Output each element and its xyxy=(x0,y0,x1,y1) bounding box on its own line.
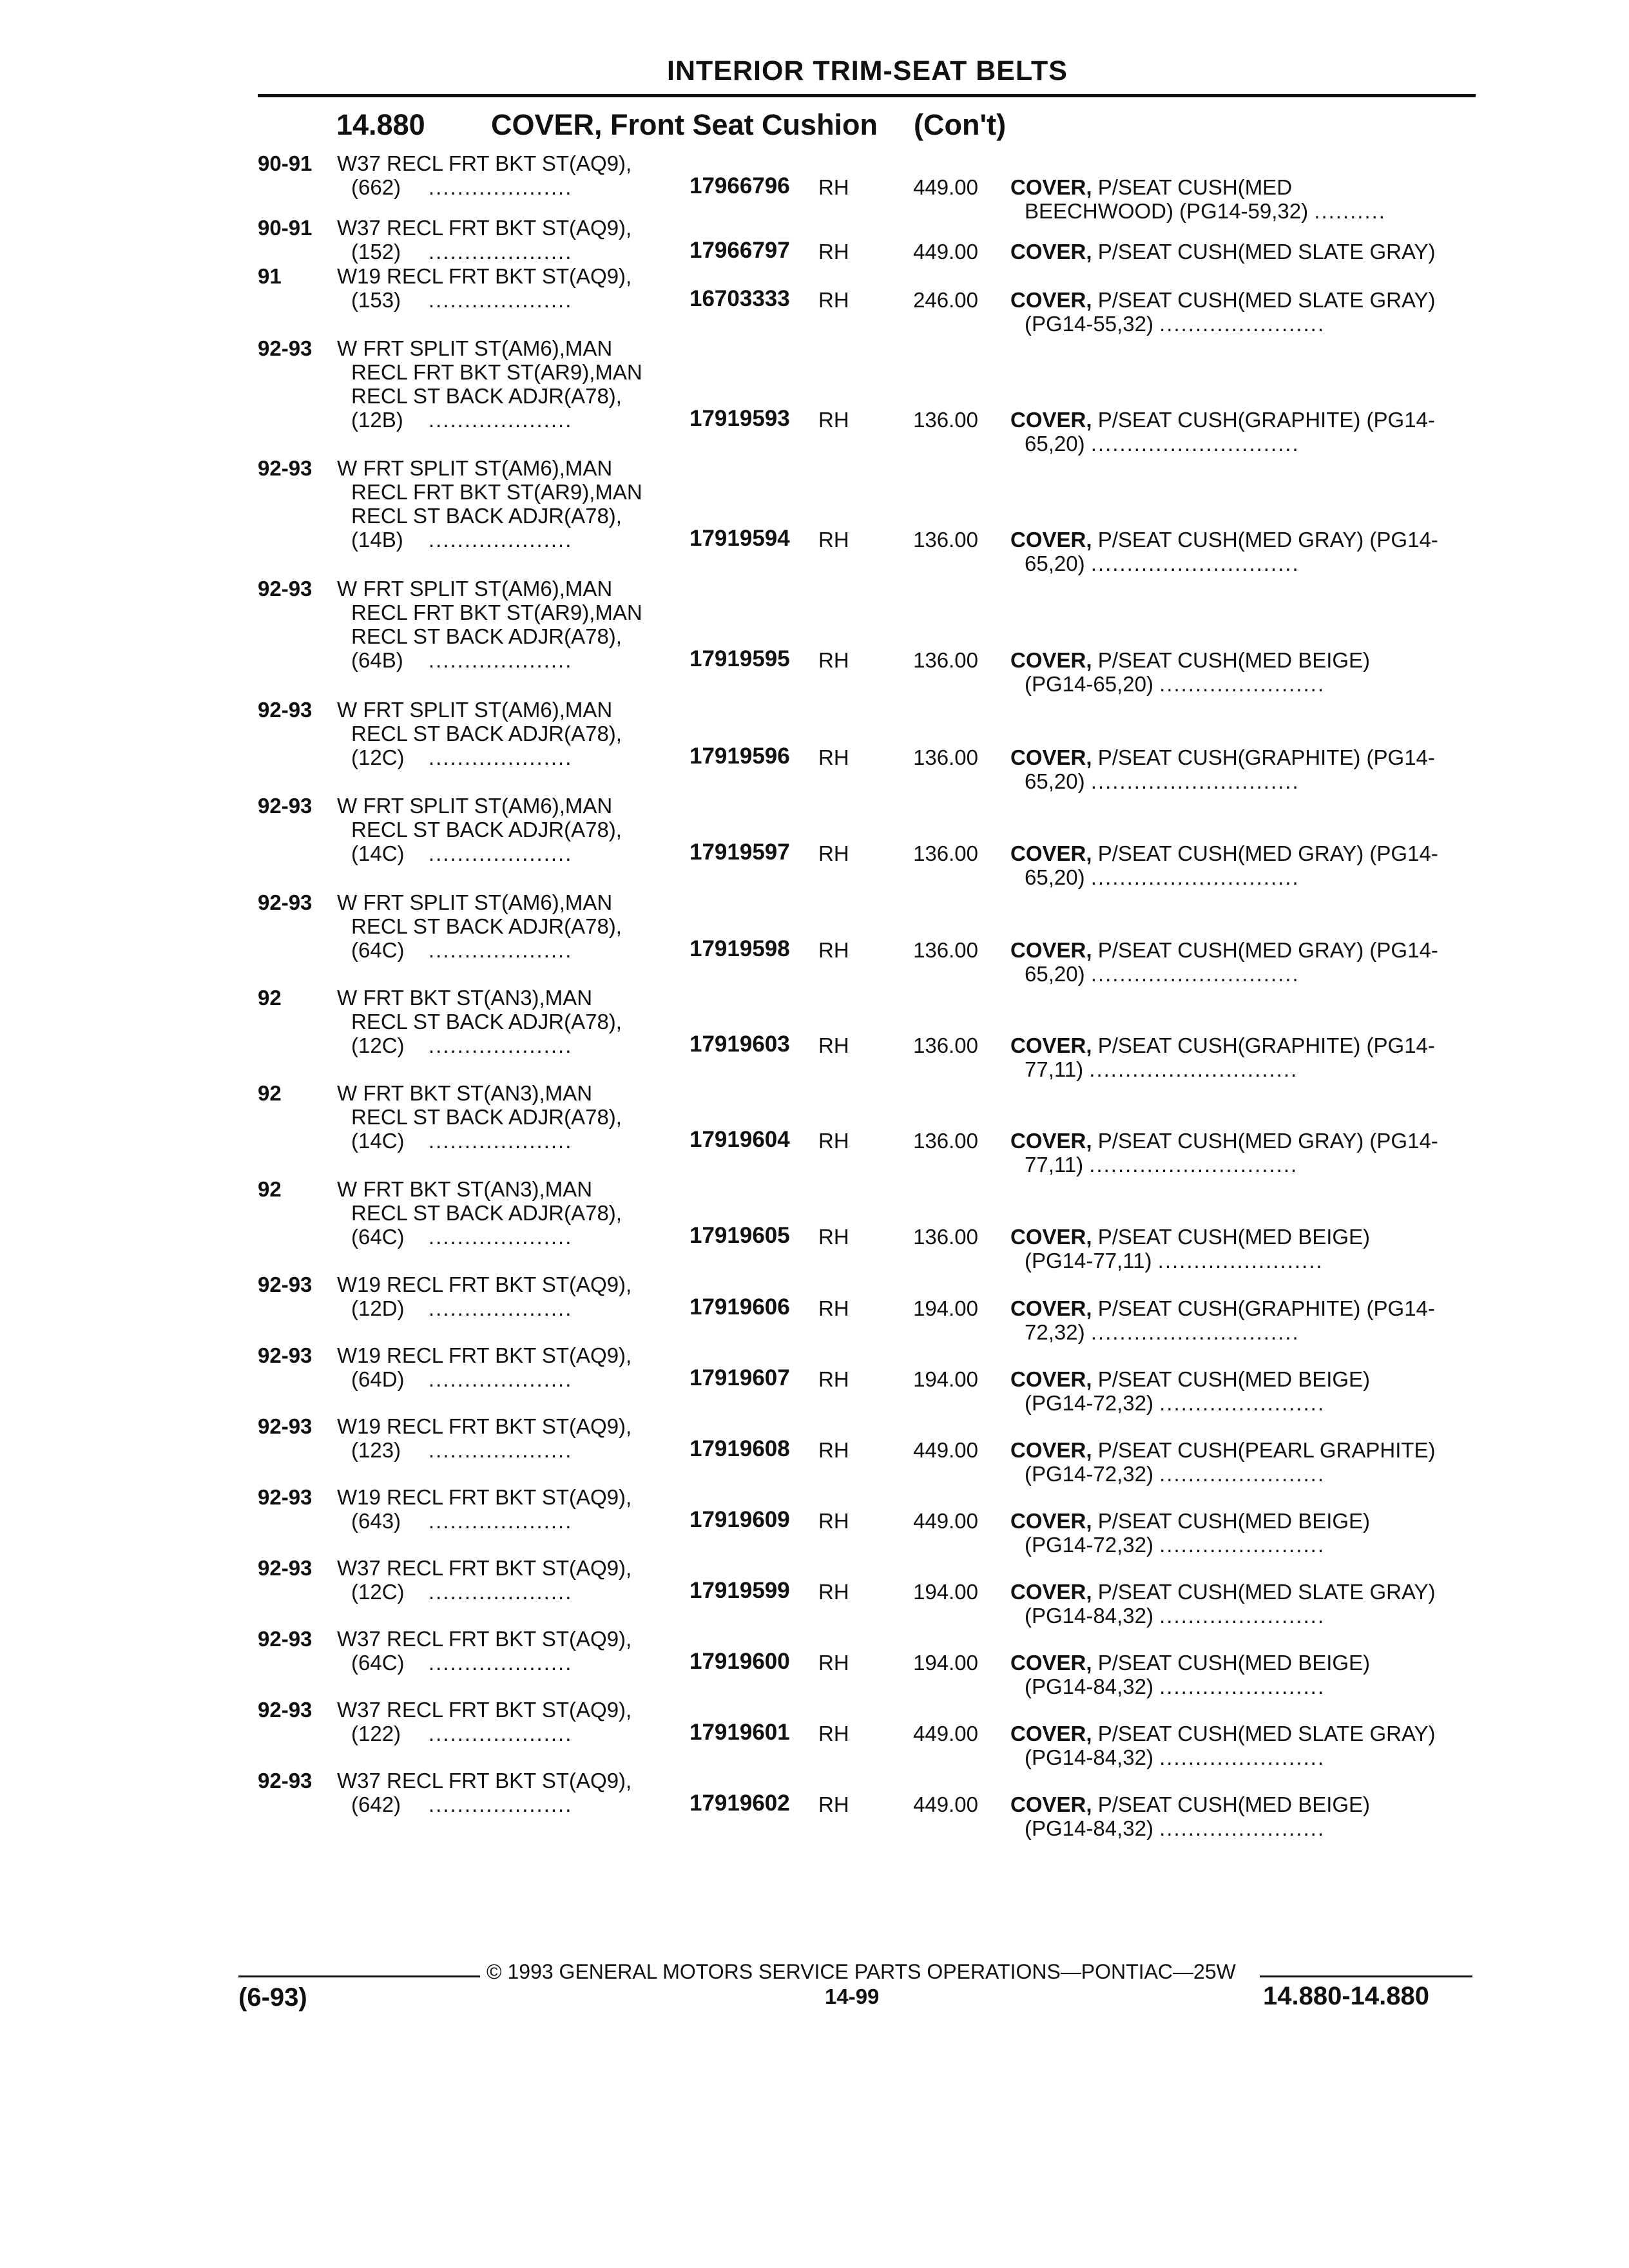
cover-description-cont xyxy=(1025,1320,1300,1344)
trim-code: (662) xyxy=(351,175,401,199)
application-line: W37 RECL FRT BKT ST(AQ9), xyxy=(337,1627,632,1651)
side-indicator: RH xyxy=(818,528,849,552)
application-line: RECL ST BACK ADJR(A78), xyxy=(351,1201,622,1225)
model-years: 92-93 xyxy=(258,577,313,601)
side-indicator: RH xyxy=(818,841,849,865)
application-line: W19 RECL FRT BKT ST(AQ9), xyxy=(337,1343,632,1367)
part-entry xyxy=(0,1698,1629,1769)
cover-detail-cont: (PG14-84,32) xyxy=(1025,1675,1153,1698)
price: 194.00 xyxy=(913,1296,978,1320)
application-line: W FRT SPLIT ST(AM6),MAN xyxy=(337,456,613,480)
cover-detail: P/SEAT CUSH(GRAPHITE) (PG14- xyxy=(1097,1033,1435,1057)
cover-detail-cont: 65,20) xyxy=(1025,552,1085,575)
cover-description-cont xyxy=(1025,552,1300,575)
leader-dots: ....................... xyxy=(1159,1745,1325,1769)
cover-detail-cont: (PG14-77,11) xyxy=(1025,1249,1152,1273)
leader-dots: .................... xyxy=(429,1296,573,1320)
part-number: 17919605 xyxy=(689,1223,790,1248)
price: 136.00 xyxy=(913,648,978,672)
part-number: 17919607 xyxy=(689,1365,790,1390)
part-entry xyxy=(0,1485,1629,1557)
part-number: 17919593 xyxy=(689,406,790,431)
price: 136.00 xyxy=(913,841,978,865)
cover-detail: P/SEAT CUSH(MED GRAY) (PG14- xyxy=(1097,1129,1438,1153)
part-number: 17919596 xyxy=(689,744,790,769)
price: 449.00 xyxy=(913,1722,978,1745)
leader-dots: .................... xyxy=(429,1129,573,1153)
application-line: W37 RECL FRT BKT ST(AQ9), xyxy=(337,1698,632,1722)
application-line: W FRT SPLIT ST(AM6),MAN xyxy=(337,890,613,914)
cover-detail: P/SEAT CUSH(MED SLATE GRAY) xyxy=(1097,288,1436,312)
price: 449.00 xyxy=(913,1509,978,1533)
part-number: 17919601 xyxy=(689,1720,790,1745)
model-years: 91 xyxy=(258,264,282,288)
trim-code: (64D) xyxy=(351,1367,405,1391)
side-indicator: RH xyxy=(818,240,849,264)
model-years: 90-91 xyxy=(258,151,313,175)
side-indicator: RH xyxy=(818,745,849,769)
cover-detail-cont: 72,32) xyxy=(1025,1320,1085,1344)
leader-dots: .................... xyxy=(429,175,573,199)
cover-keyword: COVER, xyxy=(1010,1438,1092,1462)
part-entry xyxy=(0,1343,1629,1415)
price: 136.00 xyxy=(913,408,978,432)
cover-keyword: COVER, xyxy=(1010,841,1092,865)
side-indicator: RH xyxy=(818,1367,849,1391)
cover-keyword: COVER, xyxy=(1010,240,1092,264)
part-entry xyxy=(0,986,1629,1081)
part-number: 16703333 xyxy=(689,286,790,311)
model-years: 92-93 xyxy=(258,1627,313,1651)
cover-description xyxy=(1010,408,1435,432)
part-number: 17919595 xyxy=(689,646,790,671)
cover-detail-cont: BEECHWOOD) (PG14-59,32) xyxy=(1025,199,1309,223)
part-entry xyxy=(0,577,1629,696)
part-number: 17919598 xyxy=(689,936,790,961)
footer-page-number: 14-99 xyxy=(825,1984,880,2008)
section-title: COVER, Front Seat Cushion xyxy=(491,108,878,141)
application-line: RECL ST BACK ADJR(A78), xyxy=(351,624,622,648)
application-line: RECL ST BACK ADJR(A78), xyxy=(351,722,622,745)
trim-code: (12D) xyxy=(351,1296,405,1320)
page-header: INTERIOR TRIM-SEAT BELTS xyxy=(667,55,1068,86)
price: 136.00 xyxy=(913,745,978,769)
side-indicator: RH xyxy=(818,1129,849,1153)
leader-dots: .................... xyxy=(429,1367,573,1391)
leader-dots: ....................... xyxy=(1157,1249,1324,1273)
part-entry xyxy=(0,264,1629,336)
cover-detail-cont: 65,20) xyxy=(1025,769,1085,793)
side-indicator: RH xyxy=(818,1296,849,1320)
cover-description xyxy=(1010,175,1292,199)
application-line: W FRT SPLIT ST(AM6),MAN xyxy=(337,336,613,360)
cover-keyword: COVER, xyxy=(1010,648,1092,672)
model-years: 92-93 xyxy=(258,698,313,722)
application-line: W19 RECL FRT BKT ST(AQ9), xyxy=(337,1414,632,1438)
model-years: 92-93 xyxy=(258,794,313,818)
cover-description-cont xyxy=(1025,312,1325,336)
application-line: W37 RECL FRT BKT ST(AQ9), xyxy=(337,1769,632,1792)
leader-dots: .......... xyxy=(1314,199,1386,223)
part-entry xyxy=(0,216,1629,267)
cover-detail-cont: (PG14-84,32) xyxy=(1025,1745,1153,1769)
part-number: 17919606 xyxy=(689,1294,790,1320)
footer-section-range: 14.880-14.880 xyxy=(1263,1982,1430,2010)
leader-dots: ............................. xyxy=(1090,432,1300,456)
model-years: 92-93 xyxy=(258,1769,313,1792)
cover-description-cont xyxy=(1025,432,1300,456)
cover-keyword: COVER, xyxy=(1010,1225,1092,1249)
application-line: W19 RECL FRT BKT ST(AQ9), xyxy=(337,264,632,288)
application-line: W FRT BKT ST(AN3),MAN xyxy=(337,1177,593,1201)
part-entry xyxy=(0,794,1629,889)
application-line: W37 RECL FRT BKT ST(AQ9), xyxy=(337,216,632,240)
side-indicator: RH xyxy=(818,288,849,312)
cover-detail: P/SEAT CUSH(MED BEIGE) xyxy=(1097,1792,1371,1816)
cover-detail: P/SEAT CUSH(MED xyxy=(1097,175,1293,199)
cover-detail-cont: (PG14-72,32) xyxy=(1025,1533,1153,1557)
side-indicator: RH xyxy=(818,1792,849,1816)
cover-detail: P/SEAT CUSH(MED SLATE GRAY) xyxy=(1097,1722,1436,1745)
header-rule xyxy=(258,94,1476,97)
cover-keyword: COVER, xyxy=(1010,1792,1092,1816)
leader-dots: ............................. xyxy=(1090,865,1300,889)
cover-description-cont xyxy=(1025,1249,1324,1273)
trim-code: (12C) xyxy=(351,1033,405,1057)
leader-dots: ............................. xyxy=(1090,1320,1300,1344)
model-years: 92-93 xyxy=(258,890,313,914)
trim-code: (12C) xyxy=(351,745,405,769)
trim-code: (14C) xyxy=(351,841,405,865)
trim-code: (642) xyxy=(351,1792,401,1816)
cover-detail: P/SEAT CUSH(GRAPHITE) (PG14- xyxy=(1097,1296,1435,1320)
model-years: 92 xyxy=(258,1177,282,1201)
leader-dots: ....................... xyxy=(1159,1816,1325,1840)
cover-detail: P/SEAT CUSH(GRAPHITE) (PG14- xyxy=(1097,745,1435,769)
cover-description xyxy=(1010,288,1436,312)
cover-detail: P/SEAT CUSH(MED BEIGE) xyxy=(1097,1651,1371,1675)
leader-dots: ............................. xyxy=(1090,962,1300,986)
cover-detail: P/SEAT CUSH(MED GRAY) (PG14- xyxy=(1097,841,1438,865)
price: 136.00 xyxy=(913,938,978,962)
application-line: W19 RECL FRT BKT ST(AQ9), xyxy=(337,1273,632,1296)
trim-code: (64C) xyxy=(351,938,405,962)
leader-dots: ....................... xyxy=(1159,672,1325,696)
part-entry xyxy=(0,1273,1629,1344)
cover-description-cont xyxy=(1025,1675,1325,1698)
model-years: 92 xyxy=(258,986,282,1010)
part-entry xyxy=(0,1769,1629,1840)
side-indicator: RH xyxy=(818,938,849,962)
part-entry xyxy=(0,456,1629,575)
cover-detail: P/SEAT CUSH(MED BEIGE) xyxy=(1097,648,1371,672)
cover-description-cont xyxy=(1025,672,1325,696)
cover-description xyxy=(1010,1792,1370,1816)
cover-description xyxy=(1010,1651,1370,1675)
cover-keyword: COVER, xyxy=(1010,175,1092,199)
side-indicator: RH xyxy=(818,1033,849,1057)
leader-dots: .................... xyxy=(429,1651,573,1675)
cover-description-cont xyxy=(1025,1153,1298,1177)
trim-code: (64C) xyxy=(351,1225,405,1249)
application-line: W FRT BKT ST(AN3),MAN xyxy=(337,1081,593,1105)
model-years: 92-93 xyxy=(258,1698,313,1722)
leader-dots: .................... xyxy=(429,528,573,552)
leader-dots: ....................... xyxy=(1159,1533,1325,1557)
leader-dots: .................... xyxy=(429,1580,573,1604)
cover-detail-cont: (PG14-55,32) xyxy=(1025,312,1153,336)
cover-detail: P/SEAT CUSH(MED BEIGE) xyxy=(1097,1367,1371,1391)
part-number: 17919608 xyxy=(689,1436,790,1461)
cover-keyword: COVER, xyxy=(1010,1722,1092,1745)
section-continued: (Con't) xyxy=(914,108,1007,141)
cover-detail-cont: (PG14-72,32) xyxy=(1025,1462,1153,1486)
footer-date: (6-93) xyxy=(238,1983,307,2012)
cover-keyword: COVER, xyxy=(1010,1509,1092,1533)
part-entry xyxy=(0,336,1629,456)
trim-code: (152) xyxy=(351,240,401,264)
leader-dots: ............................. xyxy=(1089,1153,1298,1177)
trim-code: (12C) xyxy=(351,1580,405,1604)
price: 136.00 xyxy=(913,1129,978,1153)
side-indicator: RH xyxy=(818,1722,849,1745)
cover-description xyxy=(1010,938,1438,962)
price: 449.00 xyxy=(913,240,978,264)
application-line: W FRT SPLIT ST(AM6),MAN xyxy=(337,698,613,722)
footer-copyright: © 1993 GENERAL MOTORS SERVICE PARTS OPERATIONS—PONTIAC—25W xyxy=(487,1960,1236,1983)
trim-code: (64C) xyxy=(351,1651,405,1675)
leader-dots: ....................... xyxy=(1159,1462,1325,1486)
cover-detail: P/SEAT CUSH(MED BEIGE) xyxy=(1097,1509,1371,1533)
cover-detail-cont: (PG14-72,32) xyxy=(1025,1391,1153,1415)
cover-description-cont xyxy=(1025,1462,1325,1486)
cover-description xyxy=(1010,240,1436,264)
model-years: 92 xyxy=(258,1081,282,1105)
model-years: 92-93 xyxy=(258,1343,313,1367)
cover-description xyxy=(1010,648,1370,672)
price: 449.00 xyxy=(913,1792,978,1816)
cover-detail: P/SEAT CUSH(MED SLATE GRAY) xyxy=(1097,240,1436,264)
leader-dots: .................... xyxy=(429,408,573,432)
part-number: 17919594 xyxy=(689,526,790,551)
part-number: 17919603 xyxy=(689,1032,790,1057)
trim-code: (122) xyxy=(351,1722,401,1745)
cover-keyword: COVER, xyxy=(1010,1367,1092,1391)
price: 246.00 xyxy=(913,288,978,312)
trim-code: (12B) xyxy=(351,408,403,432)
cover-keyword: COVER, xyxy=(1010,1580,1092,1604)
leader-dots: .................... xyxy=(429,1438,573,1462)
model-years: 92-93 xyxy=(258,1273,313,1296)
part-number: 17919597 xyxy=(689,840,790,865)
cover-detail: P/SEAT CUSH(MED SLATE GRAY) xyxy=(1097,1580,1436,1604)
cover-detail-cont: 65,20) xyxy=(1025,432,1085,456)
cover-detail-cont: 65,20) xyxy=(1025,962,1085,986)
cover-description-cont xyxy=(1025,962,1300,986)
cover-description-cont xyxy=(1025,1604,1325,1628)
side-indicator: RH xyxy=(818,1651,849,1675)
application-line: RECL ST BACK ADJR(A78), xyxy=(351,818,622,841)
cover-description xyxy=(1010,745,1435,769)
part-number: 17919604 xyxy=(689,1127,790,1152)
price: 136.00 xyxy=(913,1225,978,1249)
leader-dots: .................... xyxy=(429,841,573,865)
cover-keyword: COVER, xyxy=(1010,528,1092,552)
application-line: RECL FRT BKT ST(AR9),MAN xyxy=(351,360,642,384)
application-line: RECL ST BACK ADJR(A78), xyxy=(351,1105,622,1129)
part-number: 17919609 xyxy=(689,1507,790,1532)
side-indicator: RH xyxy=(818,175,849,199)
cover-description xyxy=(1010,1129,1438,1153)
trim-code: (64B) xyxy=(351,648,403,672)
side-indicator: RH xyxy=(818,648,849,672)
cover-keyword: COVER, xyxy=(1010,288,1092,312)
trim-code: (14C) xyxy=(351,1129,405,1153)
cover-detail-cont: 77,11) xyxy=(1025,1057,1084,1081)
trim-code: (153) xyxy=(351,288,401,312)
part-entry xyxy=(0,1177,1629,1273)
leader-dots: .................... xyxy=(429,1509,573,1533)
leader-dots: .................... xyxy=(429,648,573,672)
model-years: 92-93 xyxy=(258,1485,313,1509)
leader-dots: ....................... xyxy=(1159,1675,1325,1698)
cover-detail: P/SEAT CUSH(MED GRAY) (PG14- xyxy=(1097,938,1438,962)
application-line: W19 RECL FRT BKT ST(AQ9), xyxy=(337,1485,632,1509)
application-line: W FRT BKT ST(AN3),MAN xyxy=(337,986,593,1010)
leader-dots: .................... xyxy=(429,288,573,312)
leader-dots: .................... xyxy=(429,1033,573,1057)
cover-description-cont xyxy=(1025,865,1300,889)
leader-dots: .................... xyxy=(429,1225,573,1249)
part-entry xyxy=(0,151,1629,223)
application-line: W37 RECL FRT BKT ST(AQ9), xyxy=(337,1556,632,1580)
leader-dots: .................... xyxy=(429,240,573,264)
part-entry xyxy=(0,698,1629,793)
cover-description-cont xyxy=(1025,769,1300,793)
part-entry xyxy=(0,1627,1629,1698)
cover-detail: P/SEAT CUSH(MED GRAY) (PG14- xyxy=(1097,528,1438,552)
cover-description-cont xyxy=(1025,1745,1325,1769)
footer-rule-right xyxy=(1260,1975,1472,1977)
cover-description-cont xyxy=(1025,1533,1325,1557)
application-line: RECL FRT BKT ST(AR9),MAN xyxy=(351,601,642,624)
model-years: 92-93 xyxy=(258,456,313,480)
part-number: 17919600 xyxy=(689,1649,790,1674)
application-line: RECL ST BACK ADJR(A78), xyxy=(351,1010,622,1033)
leader-dots: ....................... xyxy=(1159,1391,1325,1415)
part-entry xyxy=(0,1081,1629,1177)
leader-dots: ............................. xyxy=(1090,769,1300,793)
footer-rule-left xyxy=(238,1975,480,1977)
price: 449.00 xyxy=(913,175,978,199)
application-line: RECL FRT BKT ST(AR9),MAN xyxy=(351,480,642,504)
leader-dots: .................... xyxy=(429,1792,573,1816)
cover-description-cont xyxy=(1025,1391,1325,1415)
price: 136.00 xyxy=(913,528,978,552)
trim-code: (123) xyxy=(351,1438,401,1462)
application-line: RECL ST BACK ADJR(A78), xyxy=(351,914,622,938)
price: 136.00 xyxy=(913,1033,978,1057)
side-indicator: RH xyxy=(818,1438,849,1462)
part-entry xyxy=(0,1414,1629,1486)
cover-keyword: COVER, xyxy=(1010,1296,1092,1320)
part-number: 17966796 xyxy=(689,173,790,198)
side-indicator: RH xyxy=(818,1225,849,1249)
cover-keyword: COVER, xyxy=(1010,938,1092,962)
part-number: 17919599 xyxy=(689,1578,790,1603)
cover-description xyxy=(1010,1367,1370,1391)
part-entry xyxy=(0,890,1629,986)
price: 194.00 xyxy=(913,1580,978,1604)
price: 194.00 xyxy=(913,1367,978,1391)
application-line: RECL ST BACK ADJR(A78), xyxy=(351,384,622,408)
cover-keyword: COVER, xyxy=(1010,1033,1092,1057)
part-number: 17966797 xyxy=(689,238,790,263)
cover-description xyxy=(1010,1722,1436,1745)
cover-detail-cont: 65,20) xyxy=(1025,865,1085,889)
application-line: W37 RECL FRT BKT ST(AQ9), xyxy=(337,151,632,175)
cover-keyword: COVER, xyxy=(1010,745,1092,769)
cover-description xyxy=(1010,528,1438,552)
price: 449.00 xyxy=(913,1438,978,1462)
model-years: 90-91 xyxy=(258,216,313,240)
cover-description xyxy=(1010,841,1438,865)
side-indicator: RH xyxy=(818,1580,849,1604)
cover-description xyxy=(1010,1033,1435,1057)
side-indicator: RH xyxy=(818,1509,849,1533)
cover-keyword: COVER, xyxy=(1010,408,1092,432)
cover-description xyxy=(1010,1438,1436,1462)
trim-code: (643) xyxy=(351,1509,401,1533)
cover-detail: P/SEAT CUSH(PEARL GRAPHITE) xyxy=(1097,1438,1436,1462)
cover-detail-cont: (PG14-65,20) xyxy=(1025,672,1153,696)
cover-description xyxy=(1010,1296,1435,1320)
model-years: 92-93 xyxy=(258,1414,313,1438)
application-line: RECL ST BACK ADJR(A78), xyxy=(351,504,622,528)
part-entry xyxy=(0,1556,1629,1628)
cover-detail: P/SEAT CUSH(GRAPHITE) (PG14- xyxy=(1097,408,1435,432)
cover-detail: P/SEAT CUSH(MED BEIGE) xyxy=(1097,1225,1371,1249)
trim-code: (14B) xyxy=(351,528,403,552)
price: 194.00 xyxy=(913,1651,978,1675)
leader-dots: ............................. xyxy=(1089,1057,1298,1081)
leader-dots: ....................... xyxy=(1159,1604,1325,1628)
cover-description-cont xyxy=(1025,1057,1298,1081)
cover-description xyxy=(1010,1225,1370,1249)
section-number: 14.880 xyxy=(336,108,425,141)
cover-detail-cont: 77,11) xyxy=(1025,1153,1084,1177)
cover-description xyxy=(1010,1509,1370,1533)
application-line: W FRT SPLIT ST(AM6),MAN xyxy=(337,794,613,818)
cover-detail-cont: (PG14-84,32) xyxy=(1025,1604,1153,1628)
leader-dots: ....................... xyxy=(1159,312,1325,336)
leader-dots: .................... xyxy=(429,1722,573,1745)
application-line: W FRT SPLIT ST(AM6),MAN xyxy=(337,577,613,601)
model-years: 92-93 xyxy=(258,1556,313,1580)
cover-detail-cont: (PG14-84,32) xyxy=(1025,1816,1153,1840)
leader-dots: .................... xyxy=(429,745,573,769)
cover-description xyxy=(1010,1580,1436,1604)
cover-keyword: COVER, xyxy=(1010,1129,1092,1153)
leader-dots: ............................. xyxy=(1090,552,1300,575)
cover-description-cont xyxy=(1025,1816,1325,1840)
leader-dots: .................... xyxy=(429,938,573,962)
side-indicator: RH xyxy=(818,408,849,432)
part-number: 17919602 xyxy=(689,1791,790,1816)
cover-keyword: COVER, xyxy=(1010,1651,1092,1675)
model-years: 92-93 xyxy=(258,336,313,360)
